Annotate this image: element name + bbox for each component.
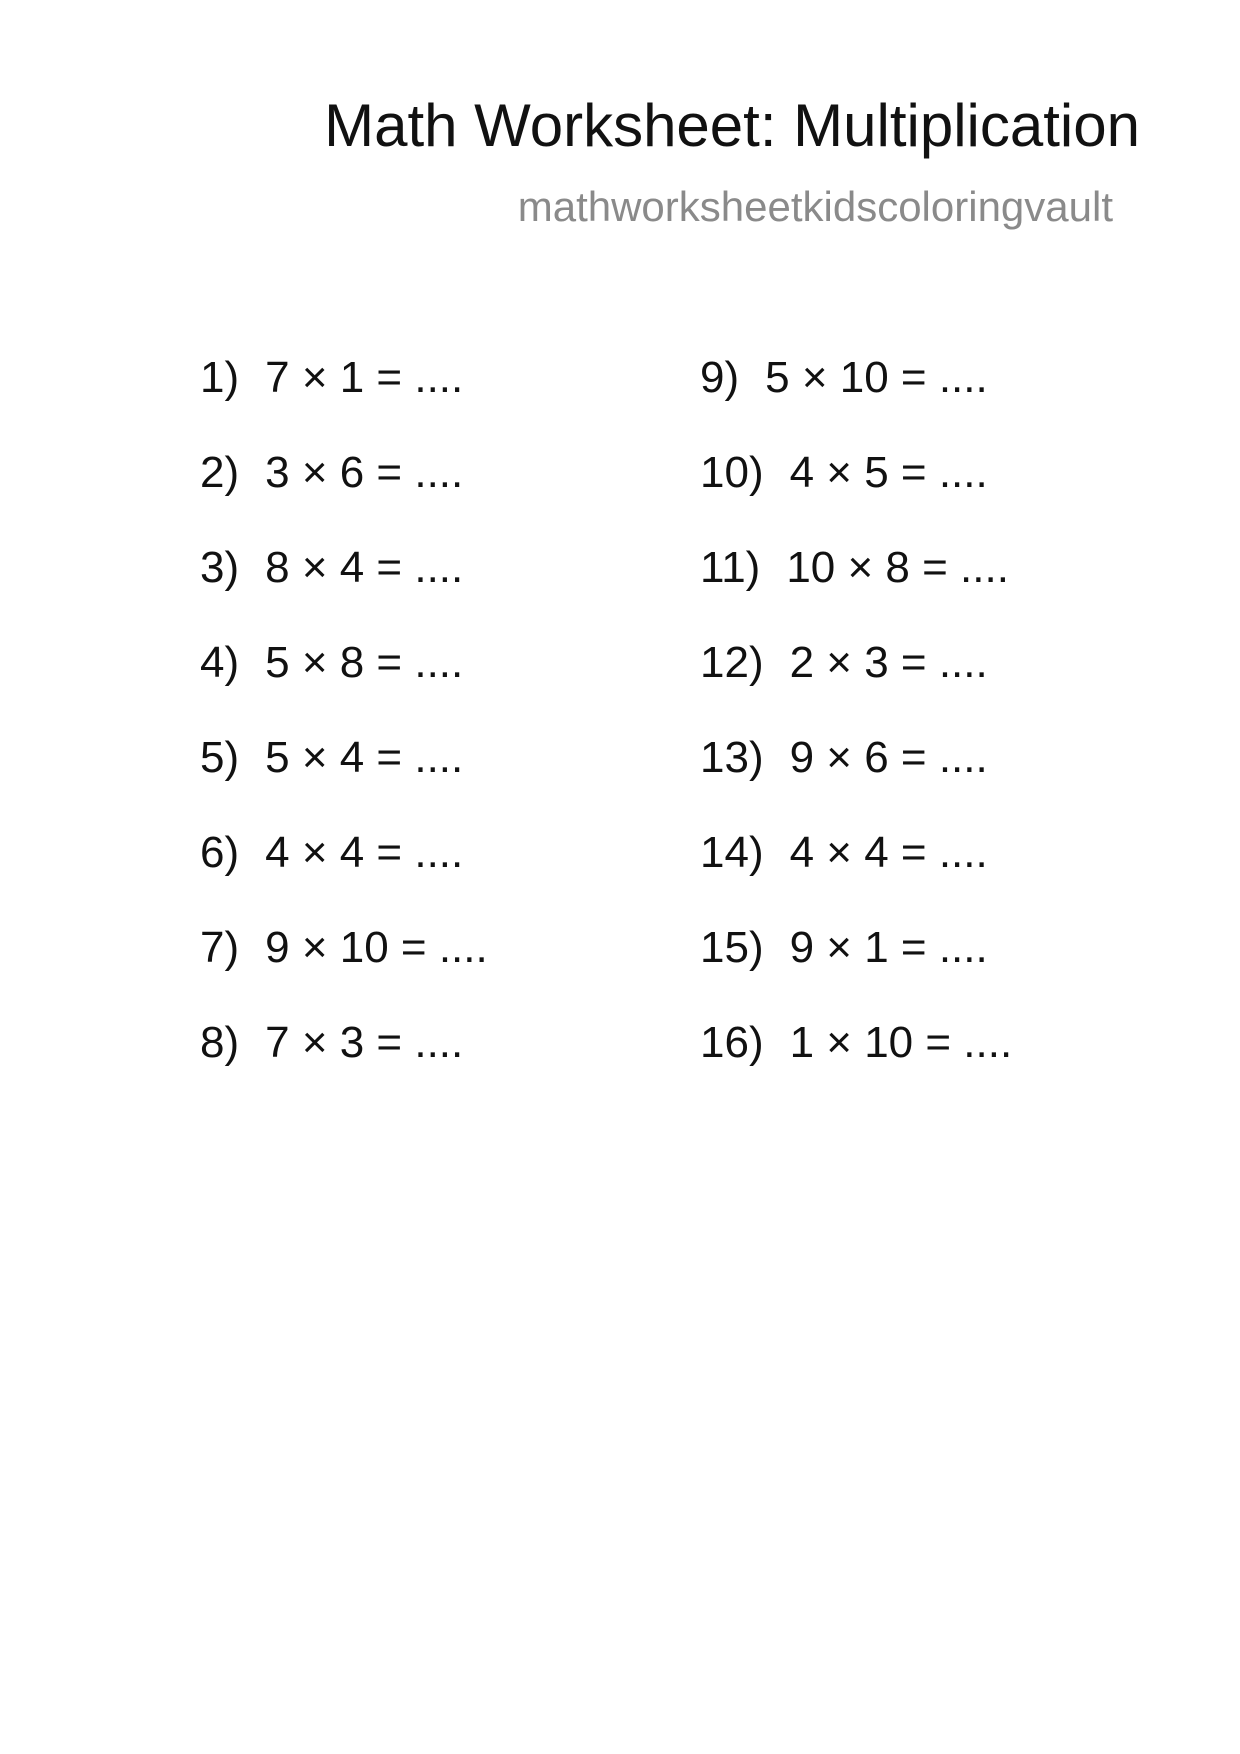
problem-expression: 4 × 4 = .... [265, 828, 464, 877]
problem-item [700, 353, 1012, 451]
problem-number: 7) [200, 923, 240, 972]
problem-item [700, 733, 1012, 831]
problem-item [200, 828, 488, 926]
problem-number: 13) [700, 733, 764, 782]
problem-expression: 10 × 8 = .... [786, 543, 1009, 592]
problem-expression: 9 × 1 = .... [789, 923, 988, 972]
problem-item [200, 733, 488, 831]
problem-expression: 4 × 4 = .... [789, 828, 988, 877]
problem-item [200, 638, 488, 736]
problem-number: 6) [200, 828, 240, 877]
problem-item [700, 923, 1012, 1021]
problem-number: 9) [700, 353, 740, 402]
problem-expression: 7 × 1 = .... [265, 353, 464, 402]
worksheet-subtitle: mathworksheetkidscoloringvault [517, 183, 1113, 230]
problem-item [200, 543, 488, 641]
problem-expression: 7 × 3 = .... [265, 1018, 464, 1067]
problem-number: 4) [200, 638, 240, 687]
problem-item [200, 923, 488, 1021]
problem-item [700, 828, 1012, 926]
problem-number: 8) [200, 1018, 240, 1067]
problem-item [700, 638, 1012, 736]
problem-number: 12) [700, 638, 764, 687]
problem-expression: 5 × 10 = .... [765, 353, 988, 402]
problem-expression: 8 × 4 = .... [265, 543, 464, 592]
problem-number: 3) [200, 543, 240, 592]
problem-number: 10) [700, 448, 764, 497]
problem-expression: 3 × 6 = .... [265, 448, 464, 497]
problem-number: 1) [200, 353, 240, 402]
problem-number: 16) [700, 1018, 764, 1067]
worksheet-title: Math Worksheet: Multiplication [324, 92, 1140, 159]
problem-expression: 1 × 10 = .... [789, 1018, 1013, 1067]
problem-item [700, 543, 1012, 641]
problem-number: 15) [700, 923, 764, 972]
problem-number: 11) [700, 543, 761, 592]
problem-item [200, 353, 488, 451]
problem-item [200, 1018, 488, 1116]
problem-number: 5) [200, 733, 240, 782]
problem-expression: 5 × 4 = .... [265, 733, 464, 782]
problem-column-right [700, 353, 1013, 1116]
problem-number: 14) [700, 828, 764, 877]
problem-expression: 4 × 5 = .... [789, 448, 988, 497]
problem-item [700, 448, 1012, 546]
problem-expression: 5 × 8 = .... [265, 638, 464, 687]
problem-item [700, 1018, 1013, 1116]
problem-number: 2) [200, 448, 240, 497]
problem-item [200, 448, 488, 546]
problem-column-left [200, 353, 488, 1116]
problem-expression: 9 × 10 = .... [265, 923, 488, 972]
problem-expression: 2 × 3 = .... [789, 638, 988, 687]
problem-expression: 9 × 6 = .... [789, 733, 988, 782]
